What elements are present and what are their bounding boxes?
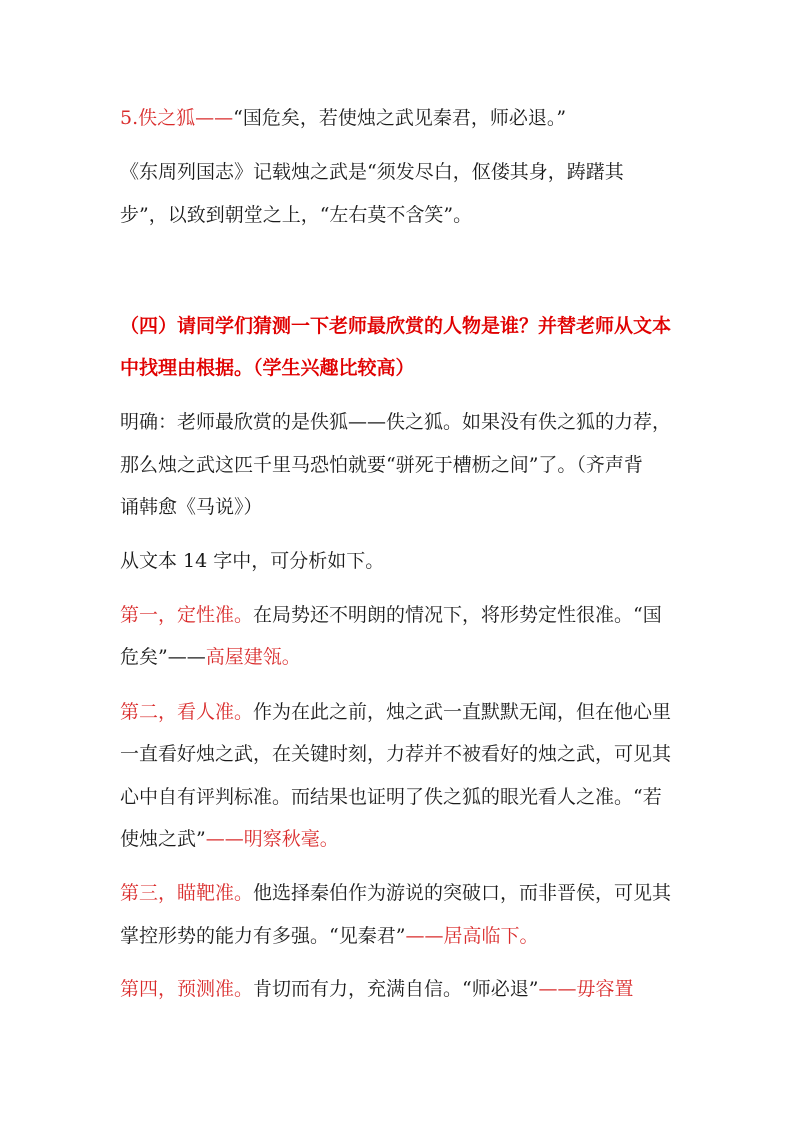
question-4-line-1: （四）请同学们猜测一下老师最欣赏的人物是谁？并替老师从文本 (120, 315, 672, 337)
answer-line-2: 那么烛之武这匹千里马恐怕就要“骈死于槽枥之间”了。（齐声背 (120, 454, 643, 476)
point-3-line-2 (120, 924, 538, 948)
point-3-summary: ——居高临下。 (405, 925, 539, 947)
question-4-line-2: 中找理由根据。（学生兴趣比较高） (120, 357, 415, 379)
point-1-line-1 (120, 603, 662, 627)
section-5-quote: “国危矣，若使烛之武见秦君，师必退。” (233, 107, 567, 129)
point-1-summary: 高屋建瓴。 (205, 646, 301, 668)
point-2-text: 作为在此之前，烛之武一直默默无闻，但在他心里 (253, 701, 672, 723)
intro-line: 从文本 14 字中，可分析如下。 (120, 550, 385, 572)
point-3-label: 第三，瞄靶准。 (120, 882, 254, 904)
answer-line-1: 明确：老师最欣赏的是佚狐——佚之狐。如果没有佚之狐的力荐， (120, 411, 672, 433)
point-2-label: 第二，看人准。 (120, 701, 254, 723)
point-2-summary: ——明察秋毫。 (205, 828, 339, 850)
point-4-summary: ——毋容置 (538, 978, 634, 1000)
point-2-line-1 (120, 700, 671, 724)
point-1-text: 在局势还不明朗的情况下，将形势定性很准。“国 (253, 604, 662, 626)
point-4-text: 肯切而有力，充满自信。“师必退” (253, 978, 539, 1000)
point-2-line-3: 心中自有评判标准。而结果也证明了佚之狐的眼光看人之准。“若 (120, 786, 662, 808)
point-4-label: 第四，预测准。 (120, 978, 254, 1000)
point-1-label: 第一，定性准。 (120, 604, 254, 626)
paragraph-1-line-1: 《东周列国志》记载烛之武是“须发尽白，伛偻其身，踌躇其 (120, 161, 624, 183)
point-1-line-2 (120, 645, 301, 669)
point-2-line-4 (120, 827, 339, 851)
point-3-line-1 (120, 881, 671, 905)
section-5-label: 5.佚之狐—— (120, 107, 234, 129)
point-3-text: 他选择秦伯作为游说的突破口，而非晋侯，可见其 (253, 882, 672, 904)
point-1-quote-end: 危矣”—— (120, 646, 206, 668)
point-2-quote-end: 使烛之武” (120, 828, 206, 850)
paragraph-1-line-2: 步”，以致到朝堂之上，“左右莫不含笑”。 (120, 204, 473, 226)
point-3-text-2: 掌控形势的能力有多强。“见秦君” (120, 925, 406, 947)
point-4-line-1 (120, 977, 633, 1001)
point-2-line-2: 一直看好烛之武，在关键时刻，力荐并不被看好的烛之武，可见其 (120, 743, 672, 765)
answer-line-3: 诵韩愈《马说》） (120, 496, 263, 518)
section-5-line (120, 106, 566, 130)
